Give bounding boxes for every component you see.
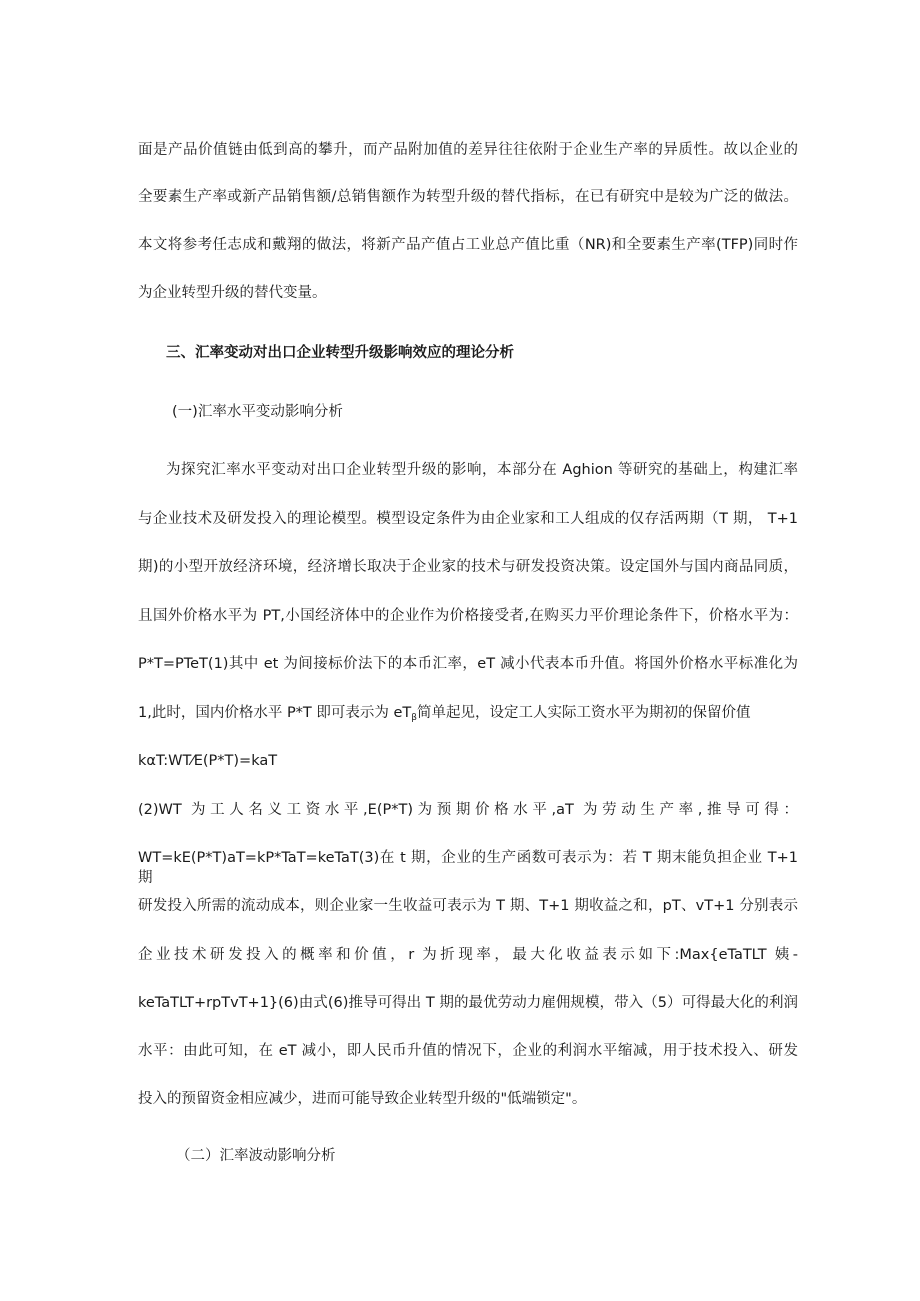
paragraph-line: (2)WT 为工人名义工资水平,E(P*T)为预期价格水平,aT 为劳动生产率,推导可得： bbox=[138, 802, 798, 818]
formula-line: kαT:WT⁄E(P*T)=kaT bbox=[138, 753, 278, 769]
paragraph-line: 与企业技术及研发投入的理论模型。模型设定条件为由企业家和工人组成的仅存活两期（T 期， T+1 bbox=[138, 511, 798, 527]
paragraph-line bbox=[138, 703, 798, 728]
paragraph-line: WT=kE(P*T)aT=kP*TaT=keTaT(3)在 t 期，企业的生产函数可表示为：若 T 期末能负担企业 T+1 期 bbox=[138, 850, 798, 886]
line-text: 简单起见，设定工人实际工资水平为期初的保留价值 bbox=[417, 705, 751, 721]
subsection-heading: （二）汇率波动影响分析 bbox=[176, 1148, 336, 1164]
line-text: 1,此时，国内价格水平 P*T 即可表示为 eT bbox=[138, 705, 412, 721]
paragraph-line: 且国外价格水平为 PT,小国经济体中的企业作为价格接受者,在购买力平价理论条件下，价格水平为： bbox=[138, 608, 798, 624]
paragraph-line: keTaTLT+rpTvT+1}(6)由式(6)推导可得出 T 期的最优劳动力雇佣规模，带入（5）可得最大化的利润 bbox=[138, 995, 798, 1011]
subscript-beta: β bbox=[411, 713, 418, 723]
paragraph-line: 期)的小型开放经济环境，经济增长取决于企业家的技术与研发投资决策。设定国外与国内商品同质， bbox=[138, 559, 798, 575]
paragraph-line: 企业技术研发投入的概率和价值，r 为折现率，最大化收益表示如下:Max{eTaTLT 姨- bbox=[138, 947, 798, 963]
paragraph-line: 面是产品价值链由低到高的攀升，而产品附加值的差异往往依附于企业生产率的异质性。故以企业的 bbox=[138, 142, 798, 158]
paragraph-line: P*T=PTeT(1)其中 et 为间接标价法下的本币汇率，eT 减小代表本币升值。将国外价格水平标准化为 bbox=[138, 656, 798, 672]
paragraph-line: 为探究汇率水平变动对出口企业转型升级的影响，本部分在 Aghion 等研究的基础上，构建汇率 bbox=[166, 462, 798, 478]
paragraph-line: 水平：由此可知，在 eT 减小，即人民币升值的情况下，企业的利润水平缩减，用于技术投入、研发 bbox=[138, 1043, 798, 1059]
paragraph-line: 投入的预留资金相应减少，进而可能导致企业转型升级的"低端锁定"。 bbox=[138, 1091, 587, 1107]
section-heading: 三、汇率变动对出口企业转型升级影响效应的理论分析 bbox=[166, 345, 514, 361]
subsection-heading: (一)汇率水平变动影响分析 bbox=[172, 404, 343, 420]
paragraph-line: 为企业转型升级的替代变量。 bbox=[138, 285, 327, 301]
paragraph-line: 研发投入所需的流动成本，则企业家一生收益可表示为 T 期、T+1 期收益之和，pT、vT+1 分别表示 bbox=[138, 898, 798, 914]
paragraph-line: 本文将参考任志成和戴翔的做法，将新产品产值占工业总产值比重（NR)和全要素生产率(TFP)同时作 bbox=[138, 237, 798, 253]
paragraph-line: 全要素生产率或新产品销售额/总销售额作为转型升级的替代指标，在已有研究中是较为广泛的做法。 bbox=[138, 189, 798, 205]
